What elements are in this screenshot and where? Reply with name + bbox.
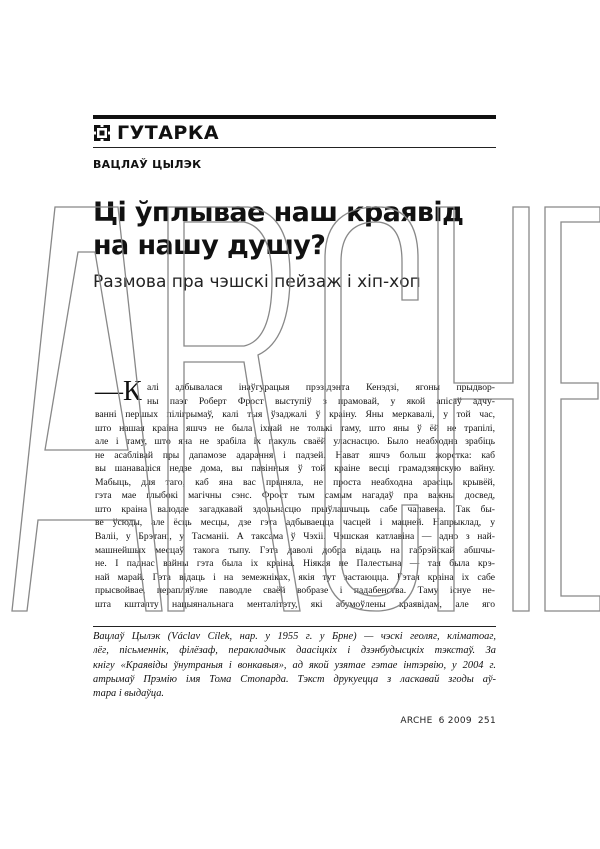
header-rule [93,147,496,148]
body-line: што краіна валодае загадкавай здольнасцю прыўлашчыць сабе чалавека. Так бы- [95,503,495,515]
body-line: прысвойвае, перапляўляе паводле сваёй вобразе і падабенства. Таму існуе не- [95,585,495,597]
bio-line: кнігу «Краявіды ўнутраныя і вонкавыя», ад якой узятае гэтае інтэрвію, у 2004 г. [93,659,496,671]
author-bio [93,630,496,701]
top-rule [93,115,496,119]
article-body [95,381,495,611]
bullet-square-icon [93,124,111,142]
article-subtitle: Размова пра чэшскі пейзаж і хіп-хоп [93,272,421,292]
body-line: шта кшталту нацыянальнага менталітэту, які абумоўлены краявідам, але яго [95,598,495,610]
body-line: ванні першых пілігрымаў, калі тыя ўзаджалі ў краіну. Яны меркавалі, у той час, [95,409,495,421]
body-line: Валіі, у Брэтані, у Тасманіі. А таксама ў Чэхіі. Чэшская катлавіна — адно з най- [95,531,495,543]
bio-line: атрымаў Прэмію імя Тома Стопарда. Тэкст друкуецца з ласкавай згоды аў- [93,673,496,685]
body-line: ве ўсюды, але ёсць месцы, дзе гэта адбываецца часцей і мацней. Напрыклад, у [95,517,495,529]
article-title [93,196,498,262]
section-header [93,122,496,144]
page-number: 251 [477,716,496,726]
title-line: на нашу душу? [93,230,326,261]
body-line: машнейшых месцаў такога тыпу. Гэта даволі добра відаць на габрэйскай абшчы- [95,544,495,556]
bio-rule [93,626,496,627]
body-line: вы шанаваліся недзе дома, вы павінныя ў той краіне весці грамадзянскую вайну. [95,463,495,475]
issue-number: 6 2009 [438,716,472,726]
body-line: не асаблівай пры дапамозе адарання і падзей. Нават яшчэ больш жорстка: каб [95,449,495,461]
author-name: ВАЦЛАЎ ЦЫЛЭК [93,158,202,171]
body-line: ны паэт Роберт Фрост выступіў з прамовай, у якой апісаў адчу- [147,395,495,407]
body-line: не. І паднас вайны гэта была іх краіна. Ніякая не Палестына — тая была крэ- [95,558,495,570]
body-line: най марай. Гэта відаць і на земежніках, якія тут застаюцца. Гэтая краіна іх сабе [95,571,495,583]
bio-line: Вацлаў Цылэк (Václav Cílek, нар. у 1955 г. у Брне) — чэскі геоляг, кліматоаг, [93,631,496,642]
journal-name: ARCHE [400,716,433,726]
body-line: алі адбывалася інаўгурацыя прэзідэнта Кенэдзі, ягоны прыдвор- [147,382,495,393]
body-line: але і таму, што яна не зрабіла іх пакуль сваёй уласнасцю. Было неабходна зрабіць [95,436,495,448]
drop-cap: —К [95,376,142,407]
body-line: што нашая краіна яшчэ не была іхнай не толькі таму, што яны ў ёй не трапілі, [95,422,495,434]
page-footer [394,716,496,726]
title-line: Ці ўплывае наш краявід [93,197,464,228]
body-line: гэта мае глыбокі магічны сэнс. Фрост тым самым нагадаў пра важны досвед, [95,490,495,502]
bio-line: тара і выдаўца. [93,688,165,700]
bio-line: лёг, пісьменнік, філёзаф, перакладчык даасіцкіх і дзэнбудысцкіх тэкстаў. За [93,645,496,657]
section-title: ГУТАРКА [117,122,220,144]
body-line: Мабыць, для таго, каб яна вас прыняла, не проста неабходна арасіць крывёй, [95,476,495,488]
